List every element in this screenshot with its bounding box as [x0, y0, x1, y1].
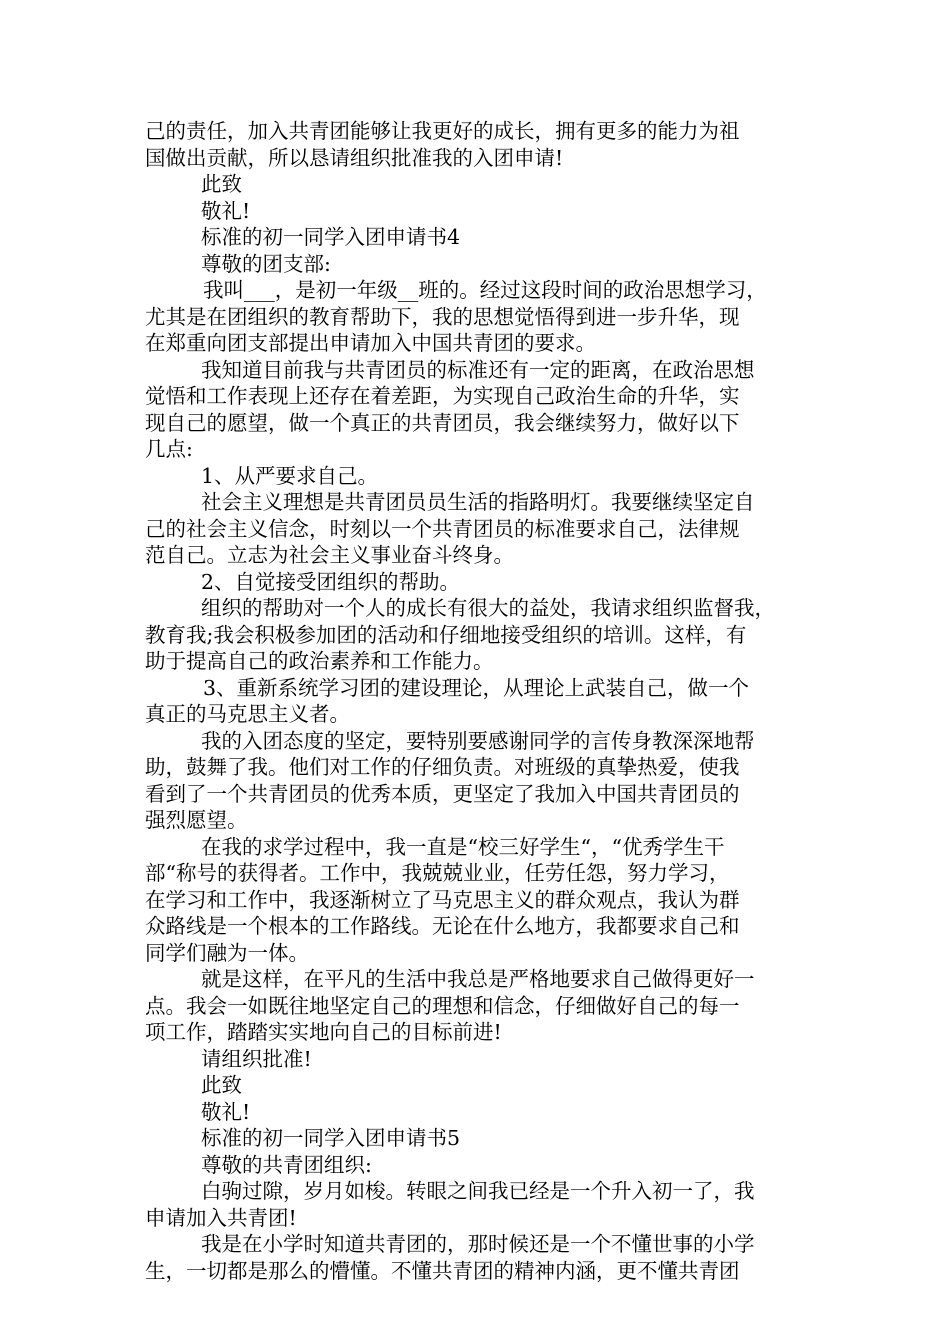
text-line: 生，一切都是那么的懵懂。不懂共青团的精神内涵，更不懂共青团: [145, 1258, 740, 1283]
text-line: 范自己。立志为社会主义事业奋斗终身。: [145, 543, 514, 567]
closing-respect: 敬礼!: [201, 198, 251, 223]
text-line: 尤其是在团组织的教育帮助下，我的思想觉悟得到进一步升华，现: [145, 304, 740, 329]
letter-greeting: 尊敬的团支部:: [201, 251, 331, 276]
closing-salutation: 此致: [201, 1073, 242, 1097]
text-line: 己的社会主义信念，时刻以一个共青团员的标准要求自己，法律规: [145, 516, 740, 541]
text-line: 看到了一个共青团员的优秀本质，更坚定了我加入中国共青团员的: [145, 781, 740, 806]
text-line: 在我的求学过程中，我一直是“校三好学生“，“优秀学生干: [201, 834, 725, 859]
closing-respect: 敬礼!: [201, 1099, 251, 1124]
text-line: 就是这样，在平凡的生活中我总是严格地要求自己做得更好一: [201, 967, 755, 991]
text-line: 强烈愿望。: [145, 808, 248, 832]
text-line: 现自己的愿望，做一个真正的共青团员，我会继续努力，做好以下: [145, 410, 740, 435]
request-approval: 请组织批准!: [201, 1046, 312, 1071]
text-line: 部“称号的获得者。工作中，我兢兢业业，任劳任怨，努力学习，: [145, 861, 730, 885]
text-line: 觉悟和工作表现上还存在着差距，为实现自己政治生命的升华，实: [145, 384, 740, 408]
document-page: [145, 118, 811, 1284]
text-line: 几点:: [145, 437, 193, 461]
text-line: 助，鼓舞了我。他们对工作的仔细负责。对班级的真挚热爱，使我: [145, 755, 740, 779]
list-point: 1、从严要求自己。: [201, 463, 379, 488]
text-line: 我是在小学时知道共青团的，那时候还是一个不懂世事的小学: [201, 1232, 755, 1256]
text-line: 同学们融为一体。: [145, 940, 309, 965]
text-line: 点。我会一如既往地坚定自己的理想和信念，仔细做好自己的每一: [145, 993, 740, 1018]
section-heading: 标准的初一同学入团申请书4: [201, 225, 461, 249]
list-point: 2、自觉接受团组织的帮助。: [201, 569, 461, 594]
text-line: 我的入团态度的坚定，要特别要感谢同学的言传身教深深地帮: [201, 728, 755, 753]
text-line: 助于提高自己的政治素养和工作能力。: [145, 649, 494, 673]
text-line: 我知道目前我与共青团员的标准还有一定的距离，在政治思想: [201, 357, 755, 382]
letter-greeting: 尊敬的共青团组织:: [201, 1152, 372, 1177]
text-line: 众路线是一个根本的工作路线。无论在什么地方，我都要求自己和: [145, 914, 740, 938]
text-line: 国做出贡献，所以恳请组织批准我的入团申请!: [145, 145, 564, 170]
text-line: 在郑重向团支部提出申请加入中国共青团的要求。: [145, 331, 596, 355]
list-point: 3、重新系统学习团的建设理论，从理论上武装自己，做一个: [203, 675, 750, 700]
text-line: 己的责任，加入共青团能够让我更好的成长，拥有更多的能力为祖: [145, 119, 740, 143]
text-line: 我叫___，是初一年级__班的。经过这段时间的政治思想学习，: [203, 278, 767, 302]
text-line: 组织的帮助对一个人的成长有很大的益处，我请求组织监督我，: [201, 596, 775, 620]
text-line: 白驹过隙，岁月如梭。转眼之间我已经是一个升入初一了，我: [201, 1179, 755, 1203]
text-line: 社会主义理想是共青团员员生活的指路明灯。我要继续坚定自: [201, 490, 755, 514]
text-line: 在学习和工作中，我逐渐树立了马克思主义的群众观点，我认为群: [145, 887, 740, 912]
text-line: 项工作，踏踏实实地向自己的目标前进!: [145, 1020, 502, 1044]
text-line: 真正的马克思主义者。: [145, 702, 350, 726]
text-line: 申请加入共青团!: [145, 1205, 297, 1230]
section-heading: 标准的初一同学入团申请书5: [201, 1126, 461, 1150]
closing-salutation: 此致: [201, 172, 242, 196]
text-line: 教育我;我会积极参加团的活动和仔细地接受组织的培训。这样，有: [145, 622, 747, 647]
